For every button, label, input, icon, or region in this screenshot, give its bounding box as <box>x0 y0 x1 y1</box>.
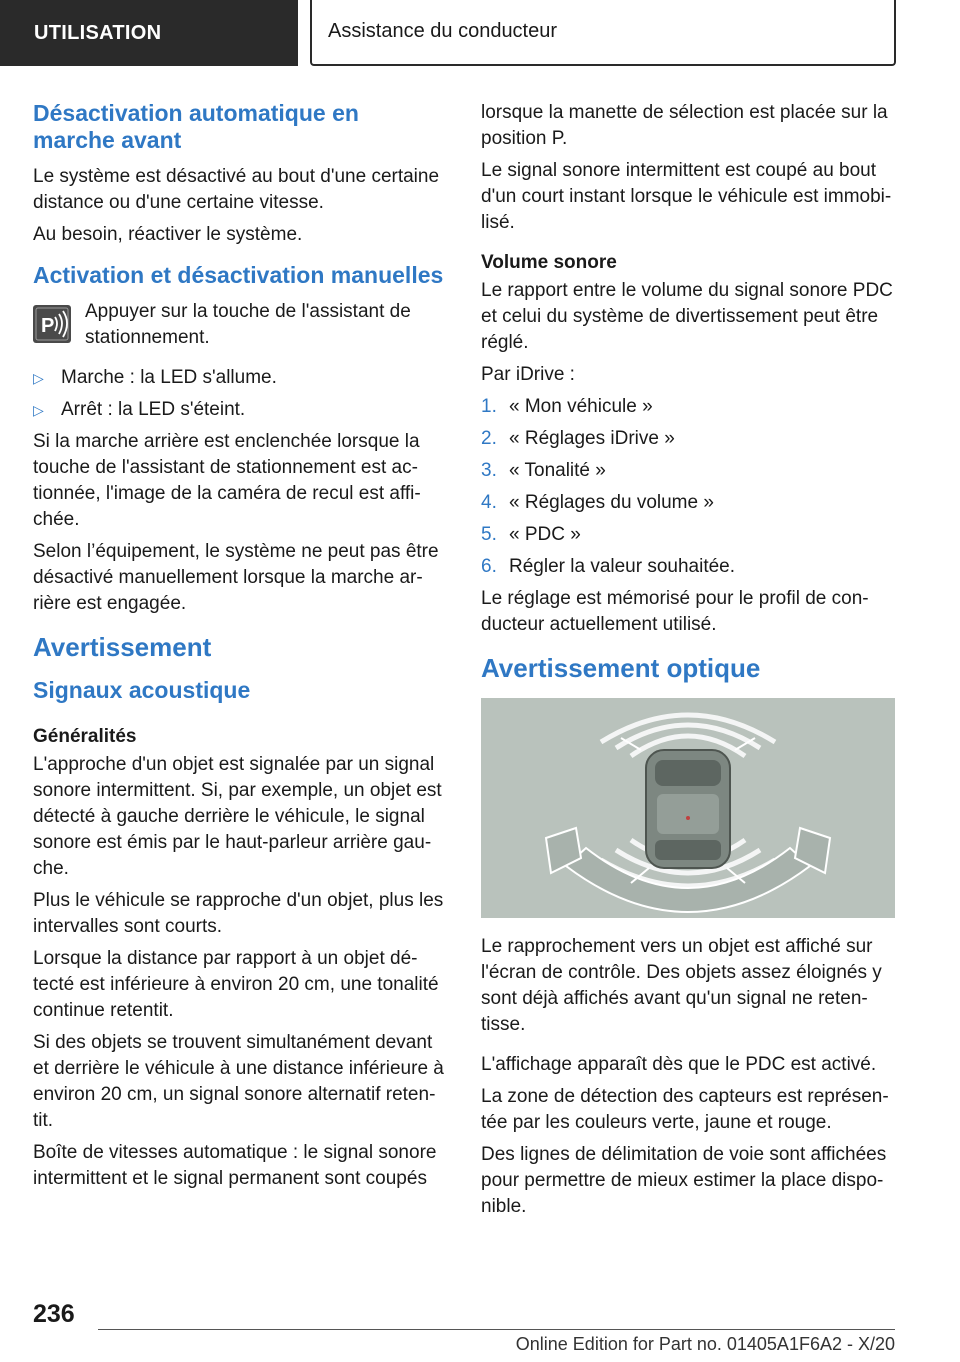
paragraph: Des lignes de délimitation de voie sont affichées pour permettre de mieux estimer la place disponible. <box>481 1144 887 1217</box>
step-text: « Mon véhicule » <box>509 396 653 417</box>
list-item <box>481 554 895 580</box>
heading-volume: Volume sonore <box>481 252 617 273</box>
step-text: « Réglages iDrive » <box>509 428 675 449</box>
step-text: « PDC » <box>509 524 581 545</box>
paragraph: Boîte de vitesses automatique : le signal sonore intermittent et le signal permanent sont coupés <box>33 1142 437 1189</box>
list-item <box>33 365 447 391</box>
step-number: 2. <box>481 428 497 449</box>
triangle-bullet-icon: ▷ <box>33 370 44 386</box>
svg-text:P: P <box>41 315 55 337</box>
page-number: 236 <box>33 1300 75 1328</box>
list-item <box>33 397 447 423</box>
idrive-steps <box>481 394 895 580</box>
paragraph: Par iDrive : <box>481 364 575 385</box>
step-text: Régler la valeur souhaitée. <box>509 556 736 577</box>
step-number: 6. <box>481 556 497 577</box>
pdc-display-illustration <box>481 698 895 918</box>
step-text: « Réglages du volume » <box>509 492 714 513</box>
footer-divider <box>98 1329 895 1330</box>
on-off-list <box>33 365 447 423</box>
paragraph: lorsque la manette de sélection est placée sur la position P. <box>481 102 888 149</box>
paragraph: Le signal sonore intermittent est coupé au bout d'un court instant lorsque le véhicule est immobilisé. <box>481 160 892 233</box>
list-item <box>481 394 895 420</box>
section-tab: UTILISATION <box>0 0 298 66</box>
paragraph: Selon l’équipement, le système ne peut pas être désactivé manuellement lorsque la marche arrière est engagée. <box>33 541 439 614</box>
paragraph: Appuyer sur la touche de l'assistant de stationnement. <box>85 301 411 348</box>
heading-acoustic-signals: Signaux acoustique <box>33 677 251 703</box>
list-item-text: Marche : la LED s'allume. <box>61 367 277 388</box>
paragraph: Au besoin, réactiver le système. <box>33 224 303 245</box>
edition-note: Online Edition for Part no. 01405A1F6A2 - X/20 <box>515 1334 895 1354</box>
paragraph: L'approche d'un objet est signalée par un signal sonore intermittent. Si, par exemple, un objet est détecté à gauche derrière le véhicule, le signal sonore est émis par le haut-parleur arrière gauche. <box>33 754 442 879</box>
car-top-view-image <box>481 698 895 918</box>
step-number: 5. <box>481 524 497 545</box>
right-column <box>481 100 895 1226</box>
page-header <box>0 0 960 66</box>
list-item <box>481 522 895 548</box>
list-item <box>481 458 895 484</box>
heading-auto-deactivation: Désactivation automatique en marche avant <box>33 100 359 153</box>
paragraph: Plus le véhicule se rapproche d'un objet, plus les intervalles sont courts. <box>33 890 444 937</box>
heading-manual-activation: Activation et désactivation manuelles <box>33 262 444 288</box>
heading-general: Généralités <box>33 726 137 747</box>
paragraph: Le système est désactivé au bout d'une certaine distance ou d'une certaine vitesse. <box>33 166 440 213</box>
paragraph: Le rapprochement vers un objet est affiché sur l'écran de contrôle. Des objets assez éloignés y sont déjà affichés avant qu'un signal ne retentisse. <box>481 936 882 1035</box>
paragraph: Lorsque la distance par rapport à un objet détecté est inférieure à environ 20 cm, une tonalité continue retentit. <box>33 948 439 1021</box>
step-number: 1. <box>481 396 497 417</box>
paragraph: L'affichage apparaît dès que le PDC est activé. <box>481 1054 877 1075</box>
step-number: 3. <box>481 460 497 481</box>
paragraph: Si des objets se trouvent simultanément devant et derrière le véhicule à une distance inférieure à environ 20 cm, un signal sonore alternatif retentit. <box>33 1032 444 1131</box>
heading-optical-warning: Avertissement optique <box>481 653 761 683</box>
chapter-tab: Assistance du conducteur <box>310 0 896 66</box>
step-number: 4. <box>481 492 497 513</box>
button-instruction <box>33 299 447 351</box>
left-column <box>33 100 447 1198</box>
heading-warning: Avertissement <box>33 632 212 662</box>
list-item-text: Arrêt : la LED s'éteint. <box>61 399 246 420</box>
paragraph: Si la marche arrière est enclenchée lorsque la touche de l'assistant de stationnement est actionnée, l'image de la caméra de recul est affichée. <box>33 431 421 530</box>
paragraph: Le rapport entre le volume du signal sonore PDC et celui du système de divertissement peut être réglé. <box>481 280 893 353</box>
parking-assistant-button-icon <box>33 305 71 343</box>
list-item <box>481 490 895 516</box>
paragraph: Le réglage est mémorisé pour le profil de conducteur actuellement utilisé. <box>481 588 869 635</box>
step-text: « Tonalité » <box>509 460 606 481</box>
triangle-bullet-icon: ▷ <box>33 402 44 418</box>
list-item <box>481 426 895 452</box>
paragraph: La zone de détection des capteurs est représentée par les couleurs verte, jaune et rouge. <box>481 1086 889 1133</box>
